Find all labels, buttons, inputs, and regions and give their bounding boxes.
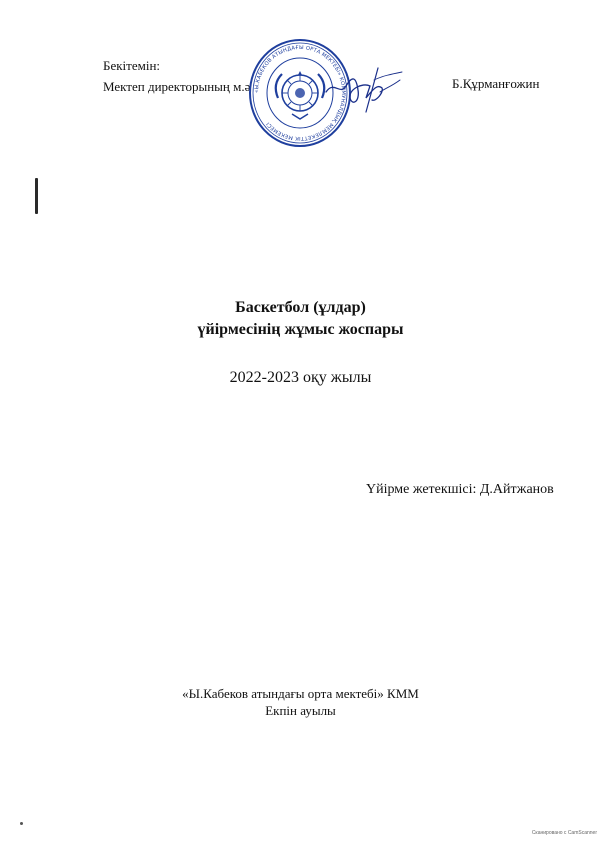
- club-leader: Үйірме жетекшісі: Д.Айтжанов: [366, 482, 554, 497]
- scanner-watermark: Сканировано с CamScanner: [531, 830, 597, 836]
- school-name: «Ы.Кабеков атындағы орта мектебі» КММ: [182, 686, 419, 701]
- approval-role: Мектеп директорының м.ә: [103, 79, 251, 94]
- approval-name: Б.Құрманғожин: [452, 76, 540, 91]
- scan-dot: [20, 822, 23, 825]
- approval-label: Бекітемін:: [103, 58, 161, 73]
- margin-mark: [35, 178, 38, 214]
- svg-text:«Ы.КАБЕКОВ АТЫНДАҒЫ ОРТА МЕКТЕ: «Ы.КАБЕКОВ АТЫНДАҒЫ ОРТА МЕКТЕБІ» КОММУНАЛДЫҚ МЕМЛЕКЕТТІК МЕКЕМЕСІ: [253, 44, 347, 142]
- handwritten-signature-icon: [322, 62, 404, 114]
- document-subtitle: үйірмесінің жұмыс жоспары: [197, 321, 404, 338]
- document-title: Баскетбол (ұлдар): [235, 299, 366, 316]
- village-name: Екпін ауылы: [265, 703, 336, 718]
- academic-year: 2022-2023 оқу жылы: [229, 369, 372, 386]
